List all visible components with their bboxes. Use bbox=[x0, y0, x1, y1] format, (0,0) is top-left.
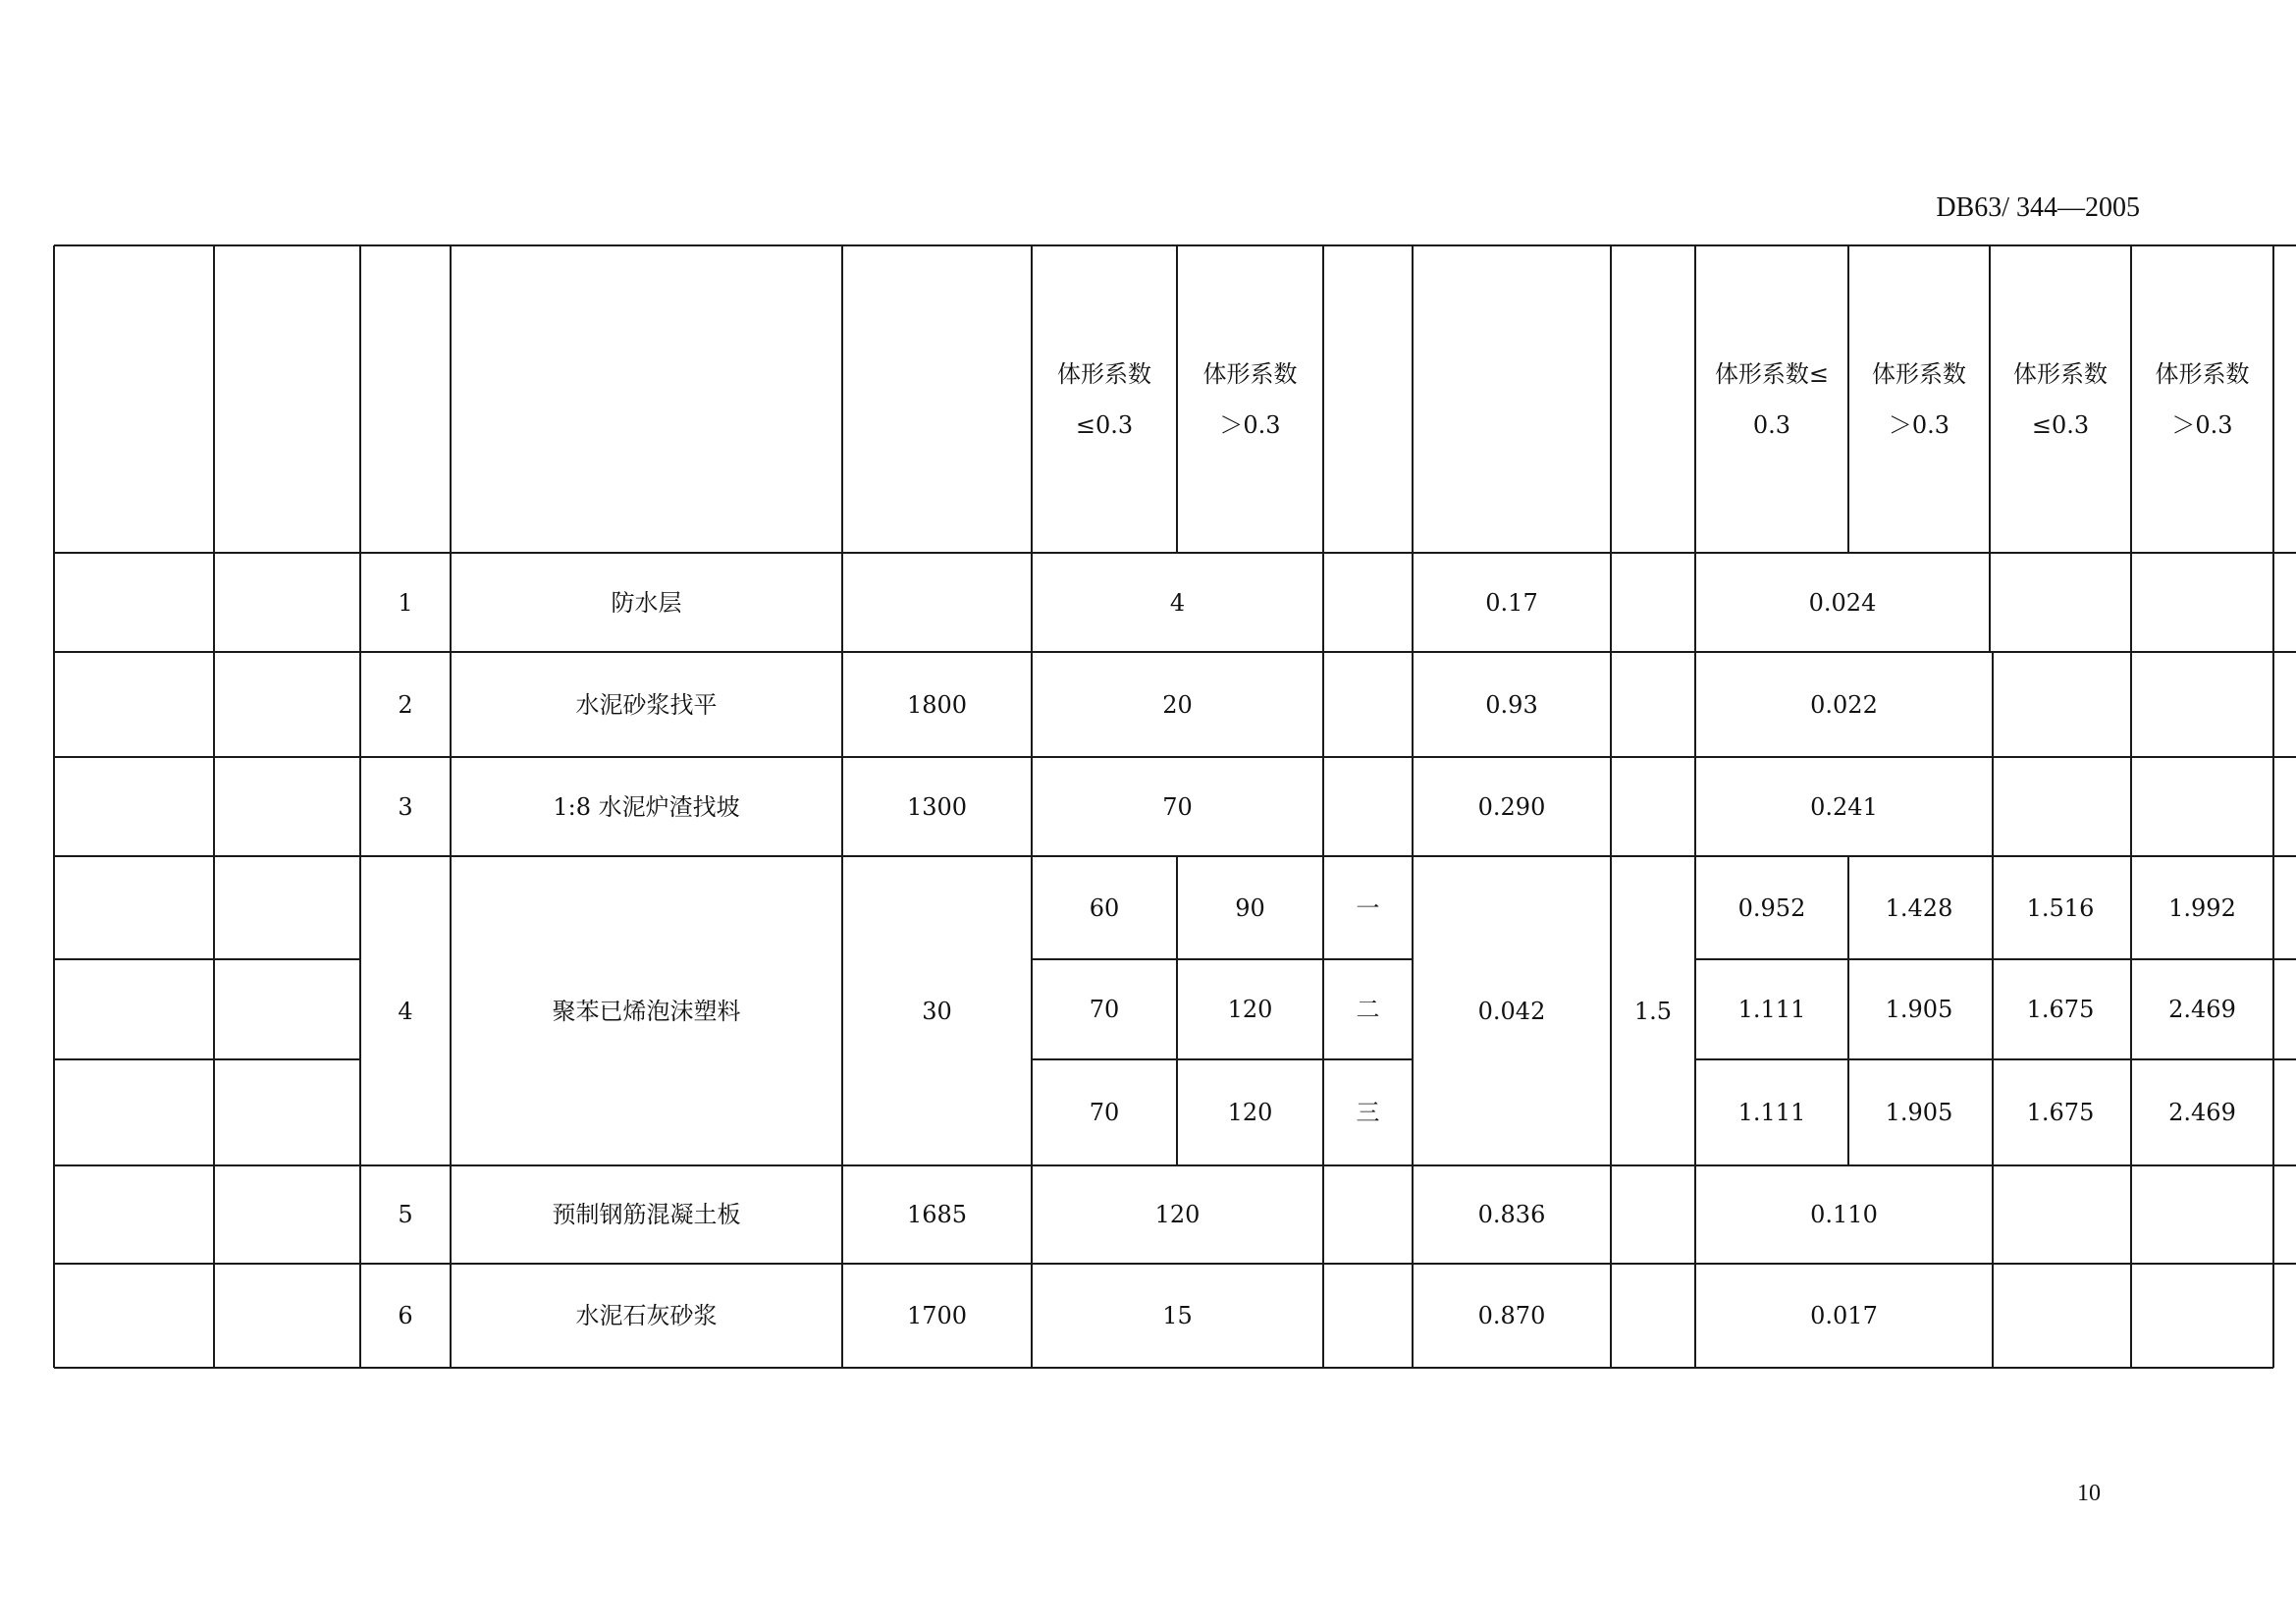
cell-heat-gt: 2.469 bbox=[2168, 996, 2236, 1023]
cell-density: 1700 bbox=[906, 1302, 968, 1329]
header-cell-heat-gt bbox=[2131, 245, 2273, 553]
cell-no: 2 bbox=[398, 690, 413, 719]
cell-no: 3 bbox=[398, 792, 413, 821]
table-rule-horizontal bbox=[54, 756, 2296, 758]
cell-resistance: 0.022 bbox=[1810, 690, 1878, 719]
cell-density bbox=[842, 553, 1032, 652]
table-rule-horizontal bbox=[1695, 1058, 2296, 1060]
document-code: DB63/ 344—2005 bbox=[1936, 192, 2140, 223]
cell-thickness: 20 bbox=[1162, 690, 1193, 719]
cell-heat-gt: 2.469 bbox=[2168, 1099, 2236, 1126]
table-rule-vertical bbox=[1694, 245, 1696, 1368]
cell-density: 30 bbox=[922, 997, 952, 1025]
cell-conductivity: 0.042 bbox=[1477, 997, 1546, 1025]
table-rule-vertical bbox=[2272, 245, 2274, 1368]
cell-thickness: 15 bbox=[1162, 1302, 1193, 1329]
cell-conductivity: 0.290 bbox=[1477, 792, 1546, 821]
header-cell-heat-le bbox=[1990, 245, 2131, 553]
cell-resistance: 0.017 bbox=[1810, 1302, 1878, 1329]
table-rule-horizontal bbox=[1032, 958, 1413, 960]
header-line-2: ＞0.3 bbox=[1219, 410, 1281, 439]
table-rule-vertical bbox=[1989, 245, 1991, 652]
header-line-1: 体形系数 bbox=[1872, 359, 1966, 388]
header-line-1: 体形系数 bbox=[2013, 359, 2108, 388]
cell-heat-gt: 1.992 bbox=[2168, 893, 2236, 922]
cell-thickness: 70 bbox=[1162, 792, 1193, 821]
cell-thickness-le: 70 bbox=[1089, 1099, 1120, 1126]
cell-resistance-le: 0.952 bbox=[1737, 893, 1806, 922]
cell-resistance-le: 1.111 bbox=[1737, 1099, 1806, 1126]
cell-material: 水泥石灰砂浆 bbox=[575, 1302, 718, 1329]
page-number: 10 bbox=[2077, 1481, 2101, 1506]
table-rule-vertical bbox=[1176, 245, 1178, 553]
cell-thickness-gt: 90 bbox=[1235, 893, 1265, 922]
cell-material: 聚苯已烯泡沫塑料 bbox=[552, 997, 741, 1025]
header-cell-thickness-gt bbox=[1177, 245, 1323, 553]
table-rule-horizontal bbox=[54, 855, 2296, 857]
table-rule-vertical bbox=[841, 245, 843, 1368]
table-rule-vertical bbox=[1610, 245, 1612, 1368]
table-rule-horizontal bbox=[54, 1164, 2296, 1166]
cell-no: 6 bbox=[398, 1302, 413, 1329]
table-rule-vertical bbox=[359, 245, 361, 1368]
cell-heat-le: 1.516 bbox=[2026, 893, 2095, 922]
cell-material: 预制钢筋混凝土板 bbox=[552, 1201, 741, 1228]
table-rule-horizontal bbox=[54, 1058, 360, 1060]
table-rule-horizontal bbox=[1695, 958, 2296, 960]
header-line-2: ≤0.3 bbox=[2031, 410, 2090, 439]
cell-thickness-gt: 120 bbox=[1227, 1099, 1273, 1126]
header-line-2: ≤0.3 bbox=[1075, 410, 1134, 439]
cell-material: 防水层 bbox=[611, 588, 682, 617]
cell-resistance: 0.110 bbox=[1810, 1201, 1878, 1228]
cell-zone: 一 bbox=[1356, 893, 1380, 922]
table-rule-vertical bbox=[1322, 245, 1324, 1368]
table-rule-horizontal bbox=[54, 1367, 2273, 1369]
table-rule-vertical bbox=[53, 245, 55, 1368]
table-rule-vertical bbox=[1847, 245, 1849, 553]
table-rule-horizontal bbox=[54, 552, 2296, 554]
cell-zone: 三 bbox=[1356, 1099, 1380, 1126]
table-rule-horizontal bbox=[54, 958, 360, 960]
cell-density: 1685 bbox=[906, 1201, 968, 1228]
cell-no: 4 bbox=[398, 997, 413, 1025]
cell-conductivity: 0.17 bbox=[1485, 588, 1538, 617]
cell-resistance-gt: 1.905 bbox=[1885, 996, 1953, 1023]
cell-thickness: 120 bbox=[1154, 1201, 1201, 1228]
cell-conductivity: 0.870 bbox=[1477, 1302, 1546, 1329]
table-rule-vertical bbox=[1031, 245, 1033, 1368]
header-line-1: 体形系数 bbox=[1202, 359, 1298, 388]
table-rule-vertical bbox=[1992, 652, 1994, 1368]
cell-zone: 二 bbox=[1356, 996, 1380, 1023]
cell-no: 5 bbox=[398, 1201, 413, 1228]
cell-resistance-gt: 1.428 bbox=[1885, 893, 1953, 922]
cell-heat-le: 1.675 bbox=[2026, 996, 2095, 1023]
cell-thickness: 4 bbox=[1169, 588, 1186, 617]
header-line-1: 体形系数 bbox=[2155, 359, 2250, 388]
cell-resistance: 0.024 bbox=[1808, 588, 1877, 617]
cell-material: 1:8 水泥炉渣找坡 bbox=[553, 792, 740, 821]
table-rule-horizontal bbox=[54, 651, 2296, 653]
table-rule-vertical bbox=[1176, 856, 1178, 1165]
cell-density: 1800 bbox=[906, 690, 968, 719]
cell-correction-factor: 1.5 bbox=[1633, 997, 1673, 1025]
header-cell-resistance-le bbox=[1695, 245, 1848, 553]
header-cell-thickness-le bbox=[1032, 245, 1177, 553]
cell-material: 水泥砂浆找平 bbox=[575, 690, 718, 719]
cell-no: 1 bbox=[398, 588, 413, 617]
cell-resistance-le: 1.111 bbox=[1737, 996, 1806, 1023]
cell-thickness-le: 70 bbox=[1089, 996, 1120, 1023]
header-line-1: 体形系数≤ bbox=[1714, 359, 1830, 388]
header-line-2: ＞0.3 bbox=[2171, 410, 2233, 439]
table-rule-vertical bbox=[2130, 245, 2132, 1368]
table-rule-vertical bbox=[1847, 856, 1849, 1165]
cell-thickness-le: 60 bbox=[1089, 893, 1120, 922]
header-line-2: 0.3 bbox=[1752, 410, 1791, 439]
table-rule-horizontal bbox=[54, 1263, 2296, 1265]
cell-conductivity: 0.93 bbox=[1485, 690, 1538, 719]
header-line-2: ＞0.3 bbox=[1888, 410, 1950, 439]
table-rule-horizontal bbox=[1032, 1058, 1413, 1060]
cell-resistance: 0.241 bbox=[1810, 792, 1878, 821]
table-rule-horizontal bbox=[54, 244, 2296, 246]
header-cell-resistance-gt bbox=[1848, 245, 1990, 553]
cell-density: 1300 bbox=[906, 792, 968, 821]
cell-resistance-gt: 1.905 bbox=[1885, 1099, 1953, 1126]
table-rule-vertical bbox=[450, 245, 452, 1368]
cell-thickness-gt: 120 bbox=[1227, 996, 1273, 1023]
cell-heat-le: 1.675 bbox=[2026, 1099, 2095, 1126]
header-line-1: 体形系数 bbox=[1057, 359, 1151, 388]
cell-conductivity: 0.836 bbox=[1477, 1201, 1546, 1228]
table-rule-vertical bbox=[213, 245, 215, 1368]
table-rule-vertical bbox=[1412, 245, 1414, 1368]
